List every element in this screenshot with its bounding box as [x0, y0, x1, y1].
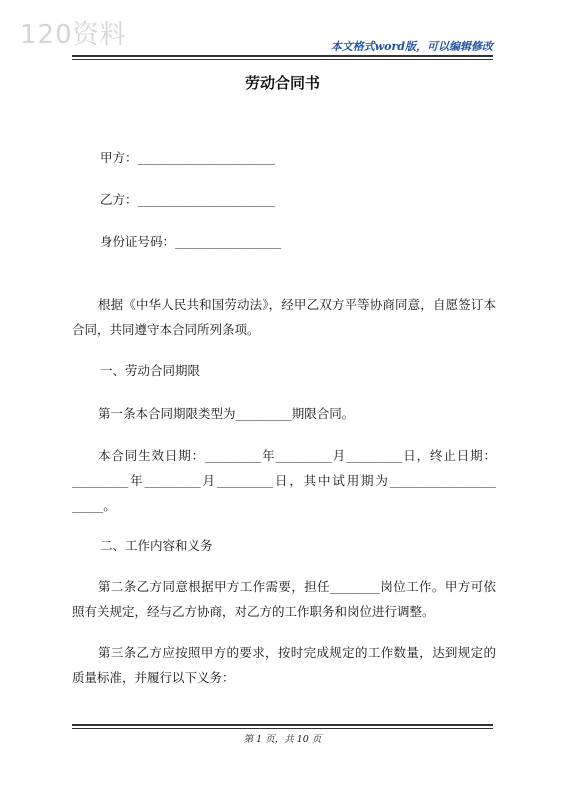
party-a-line: 甲方：______________________	[100, 150, 276, 165]
section-heading-term: 一、劳动合同期限	[100, 363, 201, 378]
party-b-line: 乙方：______________________	[100, 192, 276, 207]
footer-rule-thin	[72, 728, 493, 729]
clause-2: 第二条乙方同意根据甲方工作需要，担任________岗位工作。甲方可依照有关规定，经与乙方协商，对乙方的工作职务和岗位进行调整。	[72, 579, 496, 619]
header-rule	[72, 55, 493, 57]
intro-paragraph: 根据《中华人民共和国劳动法》，经甲乙双方平等协商同意，自愿签订本合同，共同遵守本合同所列条项。	[72, 297, 496, 337]
footer-rule	[72, 724, 493, 726]
header-rule-thin	[72, 59, 493, 60]
clause-3: 第三条乙方应按照甲方的要求，按时完成规定的工作数量，达到规定的质量标准，并履行以下义务：	[72, 645, 496, 685]
watermark: 120资料	[20, 20, 127, 50]
page-number: 第 1 页，共 10 页	[243, 734, 322, 745]
effective-date-paragraph: 本合同生效日期：_________年_________月_________日，终止日期：_________年_________月_________日，其中试用期为_________________ _____。	[72, 448, 496, 513]
clause-1: 第一条本合同期限类型为_________期限合同。	[98, 406, 355, 421]
header-note: 本文格式word版，可以编辑修改	[330, 40, 493, 53]
id-number-line: 身份证号码：_________________	[100, 234, 282, 249]
document-title: 劳动合同书	[244, 74, 320, 92]
section-heading-duties: 二、工作内容和义务	[100, 538, 213, 553]
